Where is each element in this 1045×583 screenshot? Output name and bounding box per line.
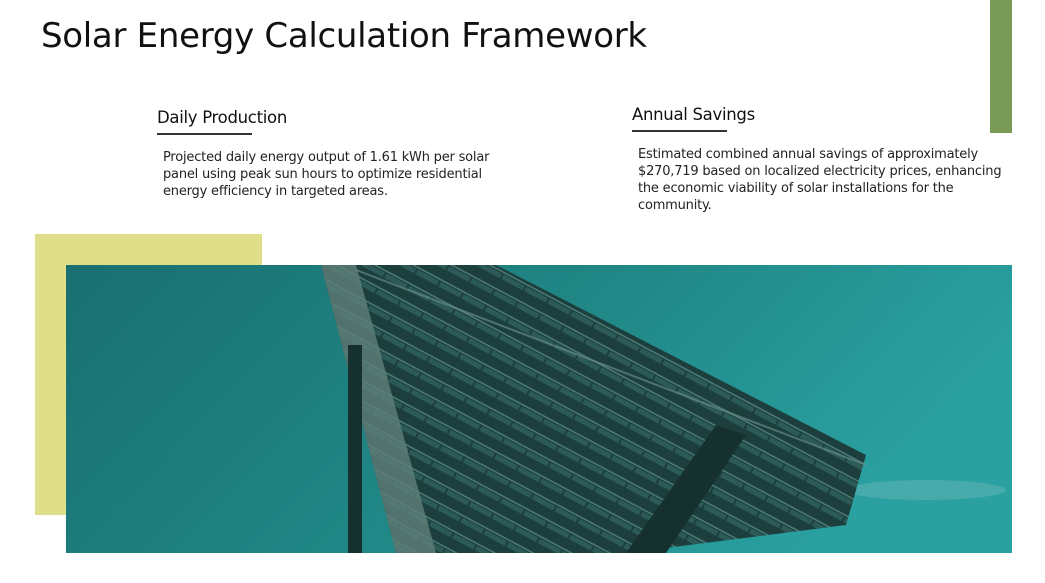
section-heading: Daily Production — [157, 108, 287, 127]
annual-savings-section — [632, 105, 1002, 214]
section-body: Projected daily energy output of 1.61 kWh per solar panel using peak sun hours to optimize residential energy efficiency in targeted areas. — [163, 149, 490, 199]
section-body: Estimated combined annual savings of approximately $270,719 based on localized electricity prices, enhancing the economic viability of solar installations for the community. — [638, 146, 1002, 213]
heading-underline — [632, 130, 727, 132]
daily-production-section — [157, 108, 527, 200]
section-heading: Annual Savings — [632, 105, 755, 124]
slide-title: Solar Energy Calculation Framework — [41, 16, 647, 56]
solar-panel-photo — [66, 265, 1012, 553]
heading-underline — [157, 133, 252, 135]
